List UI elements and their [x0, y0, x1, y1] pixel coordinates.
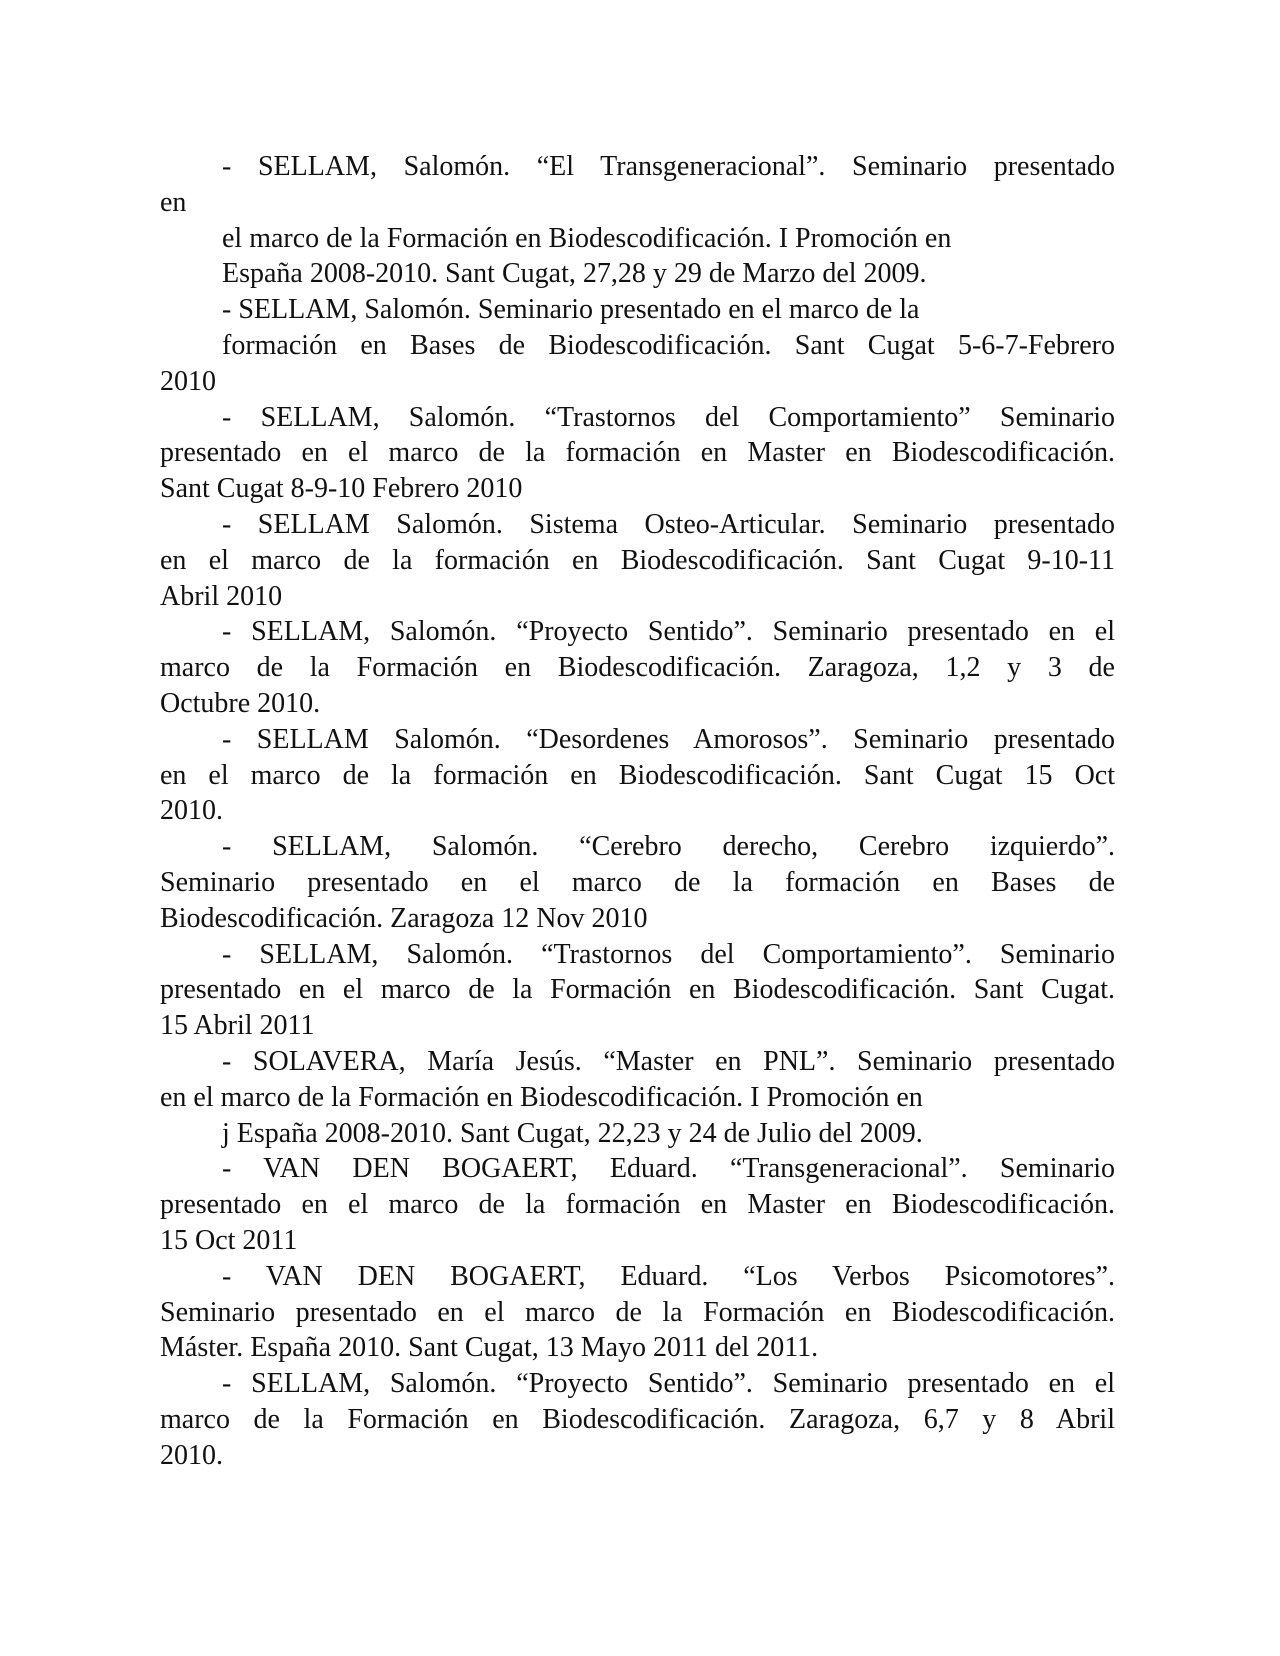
entry-line: Sant Cugat 8-9-10 Febrero 2010 — [160, 473, 523, 505]
reference-entry — [160, 400, 1115, 507]
document-page — [160, 149, 1115, 1473]
entry-line: - VAN DEN BOGAERT, Eduard. “Los Verbos Psicomotores”. — [222, 1260, 1115, 1292]
entry-line: - SELLAM Salomón. “Desordenes Amorosos”. Seminario presentado — [222, 723, 1115, 755]
entry-line: en — [160, 186, 187, 218]
entry-line: 2010. — [160, 795, 223, 827]
reference-entry — [160, 614, 1115, 721]
entry-line: Biodescodificación. Zaragoza 12 Nov 2010 — [160, 902, 648, 934]
reference-entry — [160, 1366, 1115, 1473]
entry-line: en el marco de la formación en Biodescodificación. Sant Cugat 9-10-11 — [160, 544, 1115, 576]
entry-line: marco de la Formación en Biodescodificación. Zaragoza, 6,7 y 8 Abril — [160, 1403, 1115, 1435]
reference-entry — [160, 1044, 1115, 1151]
entry-line: España 2008-2010. Sant Cugat, 27,28 y 29 de Marzo del 2009. — [222, 258, 927, 290]
reference-entry — [160, 722, 1115, 829]
reference-entry — [160, 1259, 1115, 1366]
entry-line: - SOLAVERA, María Jesús. “Master en PNL”. Seminario presentado — [222, 1045, 1115, 1077]
reference-entry — [160, 292, 1115, 399]
entry-line: 15 Oct 2011 — [160, 1224, 298, 1256]
entry-line: - SELLAM, Salomón. “Trastornos del Comportamiento” Seminario — [222, 401, 1115, 433]
entry-line: Seminario presentado en el marco de la formación en Bases de — [160, 866, 1115, 898]
entry-line: formación en Bases de Biodescodificación. Sant Cugat 5-6-7-Febrero — [222, 329, 1115, 361]
entry-line: - VAN DEN BOGAERT, Eduard. “Transgeneracional”. Seminario — [222, 1153, 1115, 1185]
entry-line: 2010 — [160, 365, 216, 397]
entry-line: marco de la Formación en Biodescodificación. Zaragoza, 1,2 y 3 de — [160, 652, 1115, 684]
reference-entry — [160, 1151, 1115, 1258]
entry-line: presentado en el marco de la formación en Master en Biodescodificación. — [160, 437, 1115, 469]
entry-line: en el marco de la Formación en Biodescodificación. I Promoción en — [160, 1081, 923, 1113]
entry-line: - SELLAM Salomón. Sistema Osteo-Articular. Seminario presentado — [222, 508, 1115, 540]
entry-line: Seminario presentado en el marco de la Formación en Biodescodificación. — [160, 1296, 1115, 1328]
entry-line: - SELLAM, Salomón. “Proyecto Sentido”. Seminario presentado en el — [222, 1368, 1115, 1400]
entry-line: Máster. España 2010. Sant Cugat, 13 Mayo 2011 del 2011. — [160, 1332, 819, 1364]
reference-entry — [160, 829, 1115, 936]
entry-line: Abril 2010 — [160, 580, 283, 612]
entry-line: j España 2008-2010. Sant Cugat, 22,23 y 24 de Julio del 2009. — [222, 1117, 923, 1149]
entry-line: 2010. — [160, 1439, 223, 1471]
entry-line: - SELLAM, Salomón. “Proyecto Sentido”. Seminario presentado en el — [222, 616, 1115, 648]
entry-line: el marco de la Formación en Biodescodificación. I Promoción en — [222, 222, 952, 254]
entry-line: - SELLAM, Salomón. “El Transgeneracional”. Seminario presentado — [222, 151, 1115, 182]
entry-line: 15 Abril 2011 — [160, 1010, 315, 1042]
entry-line: - SELLAM, Salomón. “Cerebro derecho, Cerebro izquierdo”. — [222, 831, 1115, 863]
reference-entry — [160, 149, 1115, 292]
entry-line: presentado en el marco de la Formación en Biodescodificación. Sant Cugat. — [160, 974, 1115, 1006]
entry-line: - SELLAM, Salomón. Seminario presentado en el marco de la — [222, 294, 920, 326]
reference-entry — [160, 507, 1115, 614]
entry-line: en el marco de la formación en Biodescodificación. Sant Cugat 15 Oct — [160, 759, 1115, 791]
reference-entry — [160, 937, 1115, 1044]
entry-line: Octubre 2010. — [160, 687, 321, 719]
entry-line: - SELLAM, Salomón. “Trastornos del Comportamiento”. Seminario — [222, 938, 1115, 970]
entry-line: presentado en el marco de la formación en Master en Biodescodificación. — [160, 1189, 1115, 1221]
